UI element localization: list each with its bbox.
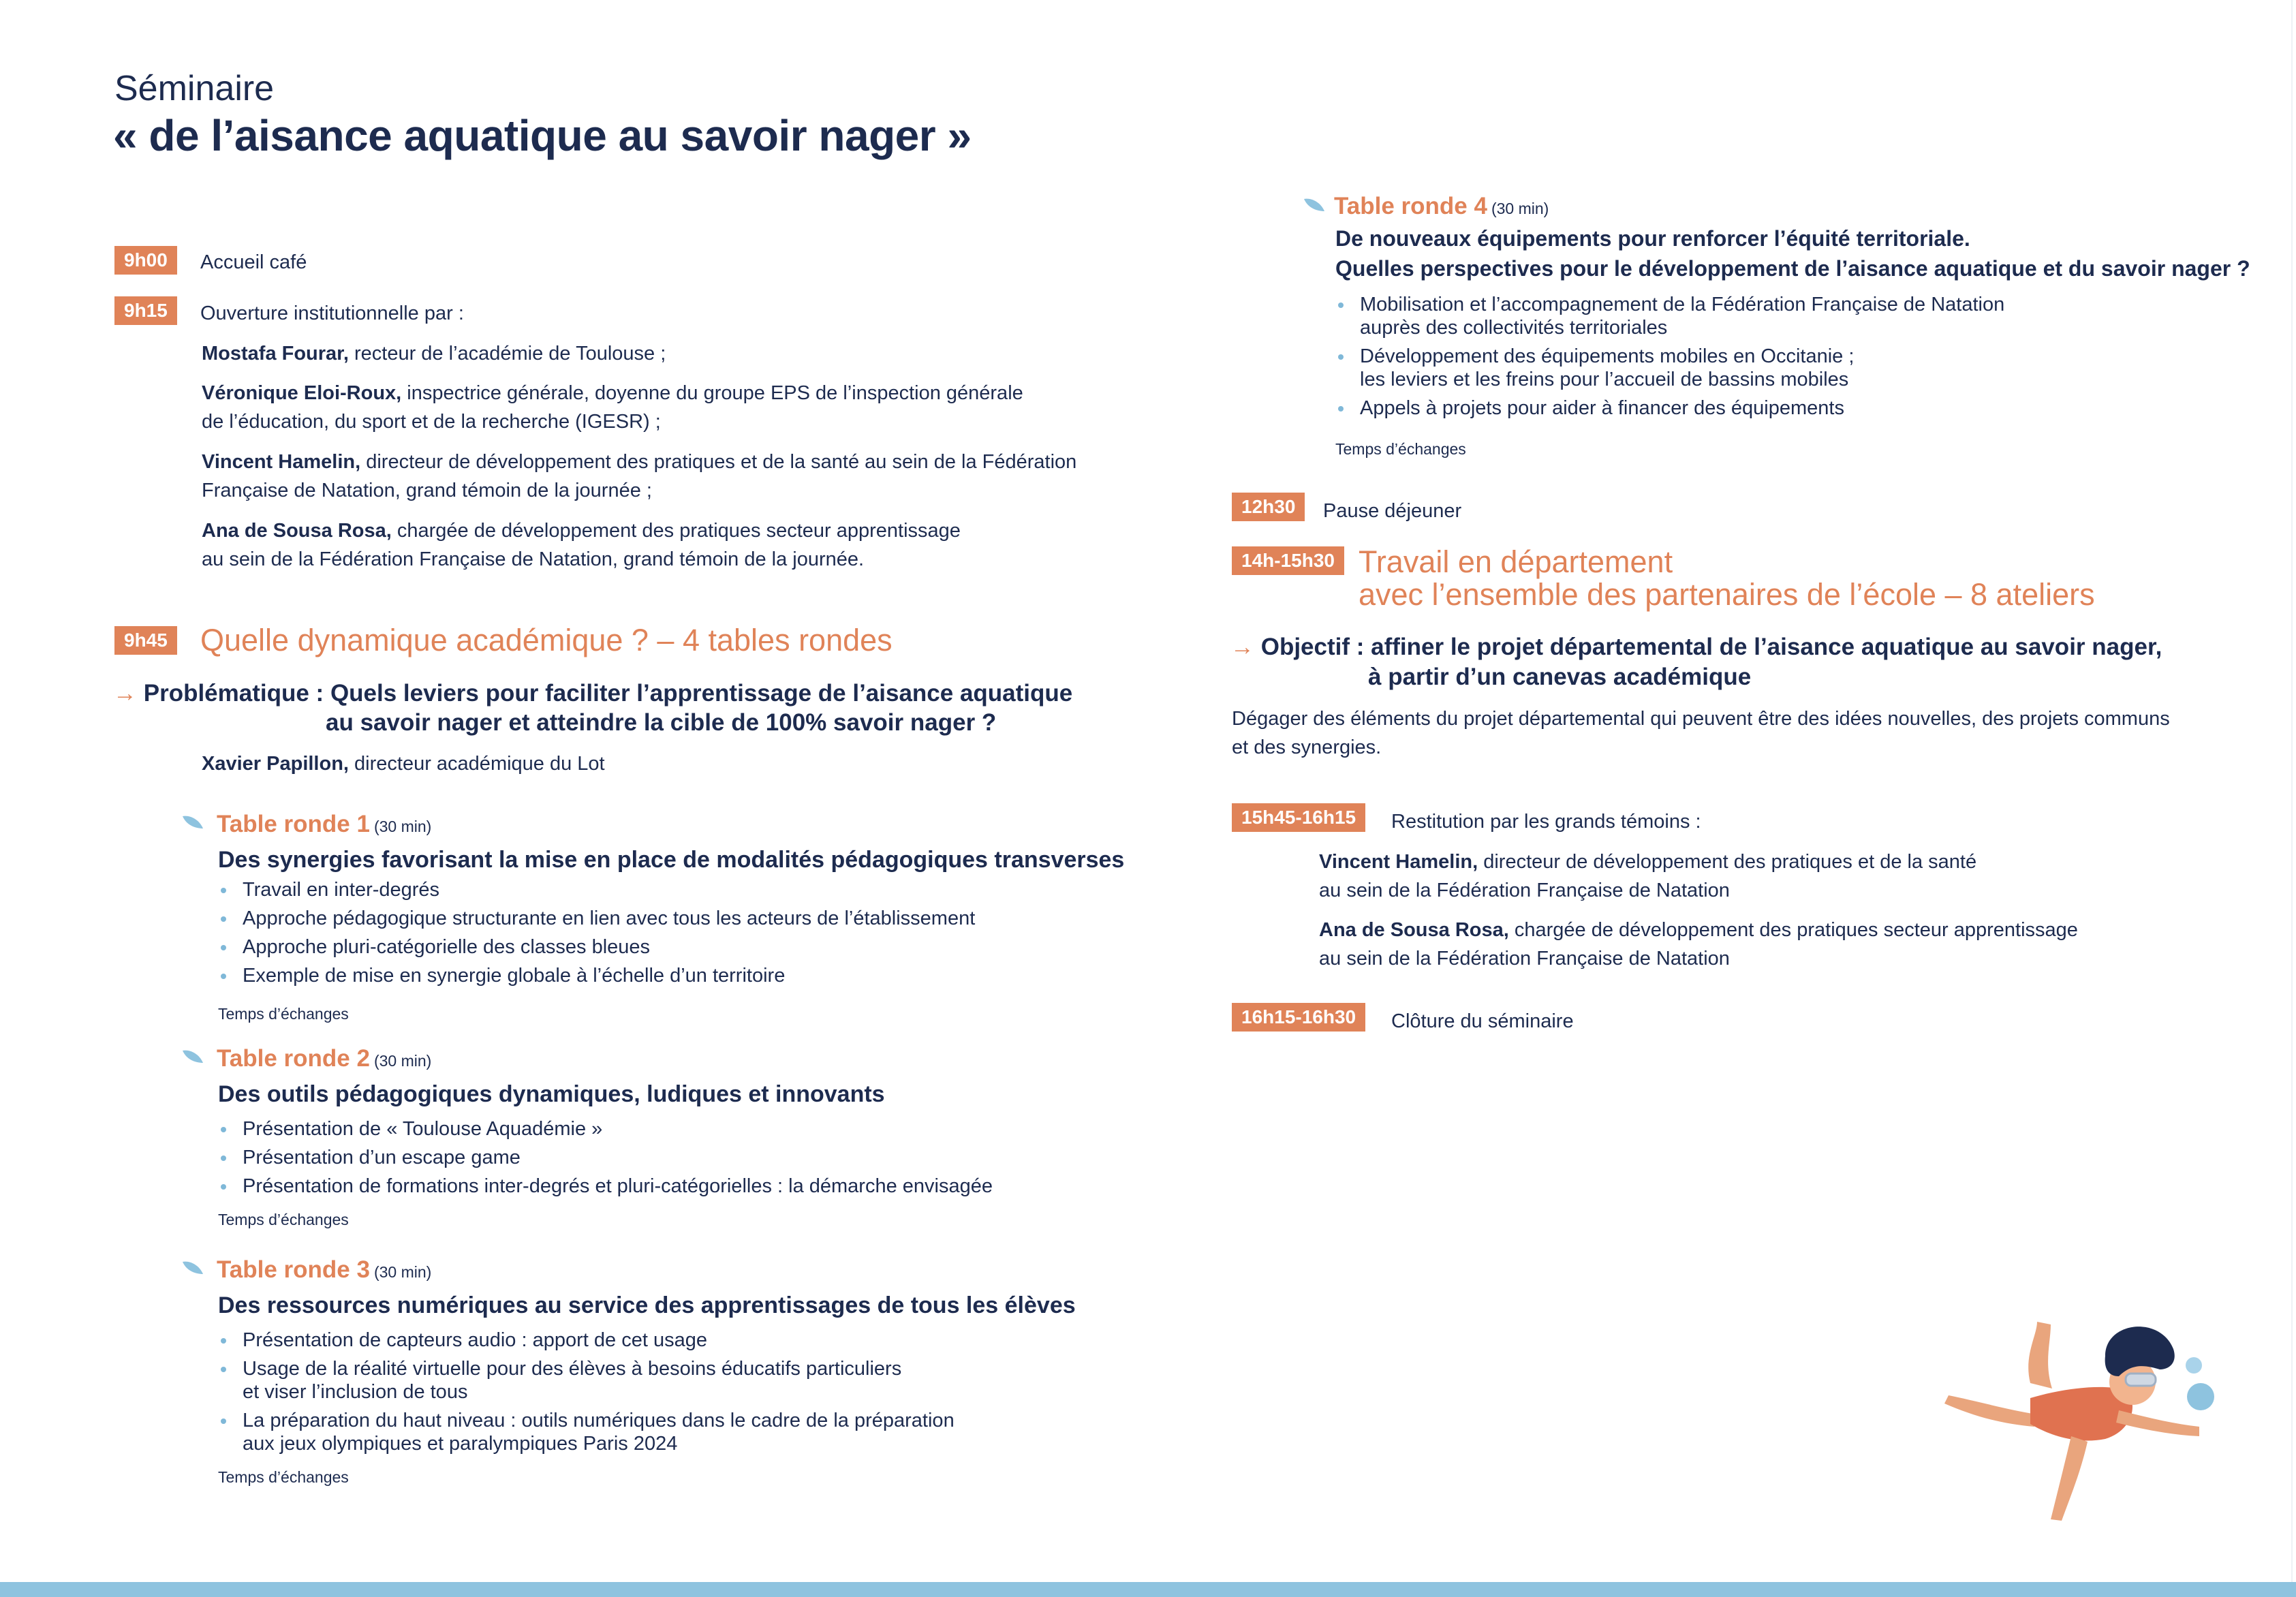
objectif bbox=[1230, 632, 2162, 662]
session-title: Travail en département bbox=[1359, 544, 1673, 579]
table-ronde-title bbox=[217, 1255, 431, 1290]
objectif-line2: à partir d’un canevas académique bbox=[1368, 664, 1752, 690]
speaker bbox=[202, 749, 605, 778]
speaker-name: Véronique Eloi-Roux, bbox=[202, 382, 402, 404]
speaker-role: directeur de développement des pratiques et de la santé bbox=[1478, 851, 1977, 873]
speaker-role-cont: de l’éducation, du sport et de la recherche (IGESR) ; bbox=[202, 411, 661, 433]
table-ronde-title bbox=[217, 1044, 431, 1079]
list-item: Exemple de mise en synergie globale à l’échelle d’un territoire bbox=[218, 964, 975, 987]
speaker-name: Ana de Sousa Rosa, bbox=[1319, 919, 1509, 941]
time-badge: 9h45 bbox=[114, 626, 177, 655]
time-badge: 16h15-16h30 bbox=[1232, 1003, 1365, 1032]
session-title: Quelle dynamique académique ? – 4 tables rondes bbox=[200, 623, 893, 657]
table-ronde-name: Table ronde 1 bbox=[217, 811, 370, 837]
speaker-name: Vincent Hamelin, bbox=[1319, 851, 1478, 873]
problematique-label: Problématique : bbox=[143, 680, 330, 707]
bubble-icon bbox=[2187, 1383, 2214, 1410]
time-badge: 15h45-16h15 bbox=[1232, 803, 1365, 832]
speaker-role: chargée de développement des pratiques secteur apprentissage bbox=[1508, 919, 2078, 941]
table-ronde-name: Table ronde 2 bbox=[217, 1045, 370, 1072]
table-ronde-title bbox=[1334, 191, 1549, 226]
list-item: Présentation de « Toulouse Aquadémie » bbox=[218, 1117, 993, 1141]
table-ronde-subtitle: Quelles perspectives pour le développement de l’aisance aquatique et du savoir nager ? bbox=[1335, 256, 2250, 281]
session-title: avec l’ensemble des partenaires de l’école – 8 ateliers bbox=[1359, 577, 2095, 612]
list-item: Approche pluri-catégorielle des classes bleues bbox=[218, 935, 975, 959]
objectif-label: Objectif : bbox=[1260, 634, 1371, 660]
time-badge: 14h-15h30 bbox=[1232, 546, 1344, 575]
speaker-role-cont: au sein de la Fédération Française de Natation bbox=[1319, 948, 1730, 970]
table-ronde-name: Table ronde 4 bbox=[1334, 193, 1487, 219]
session-text: Accueil café bbox=[200, 251, 307, 273]
list-item: Mobilisation et l’accompagnement de la Fédération Française de Natation auprès des collectivités territoriales bbox=[1335, 293, 2004, 339]
speaker bbox=[1319, 848, 1976, 905]
exchange-note: Temps d’échanges bbox=[218, 1005, 349, 1023]
speaker-role: directeur de développement des pratiques et de la santé au sein de la Fédération bbox=[360, 451, 1077, 473]
list-item: Travail en inter-degrés bbox=[218, 878, 975, 901]
problematique-line2: au savoir nager et atteindre la cible de 100% savoir nager ? bbox=[326, 709, 997, 736]
problematique bbox=[113, 679, 1072, 708]
table-ronde-subtitle: Des ressources numériques au service des apprentissages de tous les élèves bbox=[218, 1292, 1076, 1318]
list-item: Présentation de capteurs audio : apport de cet usage bbox=[218, 1329, 955, 1352]
speaker-role-cont: Française de Natation, grand témoin de la journée ; bbox=[202, 480, 652, 501]
table-ronde-subtitle: Des outils pédagogiques dynamiques, ludiques et innovants bbox=[218, 1081, 885, 1107]
speaker bbox=[202, 516, 961, 574]
speaker bbox=[202, 339, 666, 368]
water-drop-icon bbox=[1303, 196, 1326, 214]
list-item: Approche pédagogique structurante en lien avec tous les acteurs de l’établissement bbox=[218, 907, 975, 930]
objectif-line1: affiner le projet départemental de l’aisance aquatique au savoir nager, bbox=[1371, 634, 2162, 660]
speaker-role: directeur académique du Lot bbox=[348, 753, 605, 775]
swimmer-illustration bbox=[1935, 1281, 2221, 1526]
table-ronde-duration: (30 min) bbox=[373, 1052, 432, 1070]
table-ronde-subtitle: Des synergies favorisant la mise en place de modalités pédagogiques transverses bbox=[218, 847, 1125, 873]
list-item: Usage de la réalité virtuelle pour des élèves à besoins éducatifs particuliers et viser l’inclusion de tous bbox=[218, 1357, 955, 1404]
footer-bar bbox=[0, 1582, 2296, 1597]
table-ronde-items bbox=[1335, 293, 2004, 425]
table-ronde-name: Table ronde 3 bbox=[217, 1256, 370, 1283]
session-text: Restitution par les grands témoins : bbox=[1391, 811, 1701, 833]
list-item: Développement des équipements mobiles en Occitanie ; les leviers et les freins pour l’accueil de bassins mobiles bbox=[1335, 345, 2004, 391]
speaker-role: inspectrice générale, doyenne du groupe EPS de l’inspection générale bbox=[401, 382, 1023, 404]
speaker-name: Mostafa Fourar, bbox=[202, 343, 349, 365]
description: et des synergies. bbox=[1232, 737, 1382, 758]
table-ronde-duration: (30 min) bbox=[373, 1263, 432, 1281]
speaker-role-cont: au sein de la Fédération Française de Natation bbox=[1319, 880, 1730, 901]
time-badge: 9h15 bbox=[114, 296, 177, 325]
description: Dégager des éléments du projet départemental qui peuvent être des idées nouvelles, des projets communs bbox=[1232, 708, 2170, 730]
speaker-role-cont: au sein de la Fédération Française de Natation, grand témoin de la journée. bbox=[202, 548, 865, 570]
water-drop-icon bbox=[181, 813, 204, 831]
arrow-right-icon: → bbox=[1230, 634, 1254, 660]
speaker-role: chargée de développement des pratiques secteur apprentissage bbox=[391, 520, 961, 542]
page-edge bbox=[2291, 0, 2293, 1582]
seminar-title: « de l’aisance aquatique au savoir nager » bbox=[113, 111, 972, 160]
session-text: Pause déjeuner bbox=[1323, 500, 1462, 522]
table-ronde-subtitle: De nouveaux équipements pour renforcer l’équité territoriale. bbox=[1335, 226, 1970, 251]
session-text: Ouverture institutionnelle par : bbox=[200, 303, 464, 324]
bubble-icon bbox=[2186, 1357, 2202, 1374]
list-item: Présentation de formations inter-degrés et pluri-catégorielles : la démarche envisagée bbox=[218, 1175, 993, 1198]
table-ronde-items bbox=[218, 1329, 955, 1461]
exchange-note: Temps d’échanges bbox=[218, 1468, 349, 1486]
seminar-label: Séminaire bbox=[114, 69, 275, 108]
list-item: La préparation du haut niveau : outils numériques dans le cadre de la préparation aux jeux olympiques et paralympiques Paris 2024 bbox=[218, 1409, 955, 1455]
speaker-name: Xavier Papillon, bbox=[202, 753, 349, 775]
table-ronde-title bbox=[217, 809, 431, 844]
session-text: Clôture du séminaire bbox=[1391, 1010, 1574, 1032]
table-ronde-items bbox=[218, 878, 975, 993]
list-item: Présentation d’un escape game bbox=[218, 1146, 993, 1169]
speaker bbox=[202, 379, 1023, 436]
speaker-name: Vincent Hamelin, bbox=[202, 451, 361, 473]
list-item: Appels à projets pour aider à financer des équipements bbox=[1335, 397, 2004, 420]
water-drop-icon bbox=[181, 1048, 204, 1066]
exchange-note: Temps d’échanges bbox=[1335, 440, 1466, 458]
table-ronde-duration: (30 min) bbox=[373, 818, 432, 835]
exchange-note: Temps d’échanges bbox=[218, 1211, 349, 1228]
problematique-line1: Quels leviers pour faciliter l’apprentissage de l’aisance aquatique bbox=[330, 680, 1073, 707]
water-drop-icon bbox=[181, 1259, 204, 1277]
speaker-name: Ana de Sousa Rosa, bbox=[202, 520, 392, 542]
arrow-right-icon: → bbox=[113, 680, 137, 707]
time-badge: 12h30 bbox=[1232, 493, 1305, 521]
time-badge: 9h00 bbox=[114, 246, 177, 275]
table-ronde-duration: (30 min) bbox=[1491, 200, 1549, 217]
speaker bbox=[1319, 916, 2078, 973]
table-ronde-items bbox=[218, 1117, 993, 1203]
speaker bbox=[202, 448, 1076, 505]
speaker-role: recteur de l’académie de Toulouse ; bbox=[348, 343, 666, 365]
